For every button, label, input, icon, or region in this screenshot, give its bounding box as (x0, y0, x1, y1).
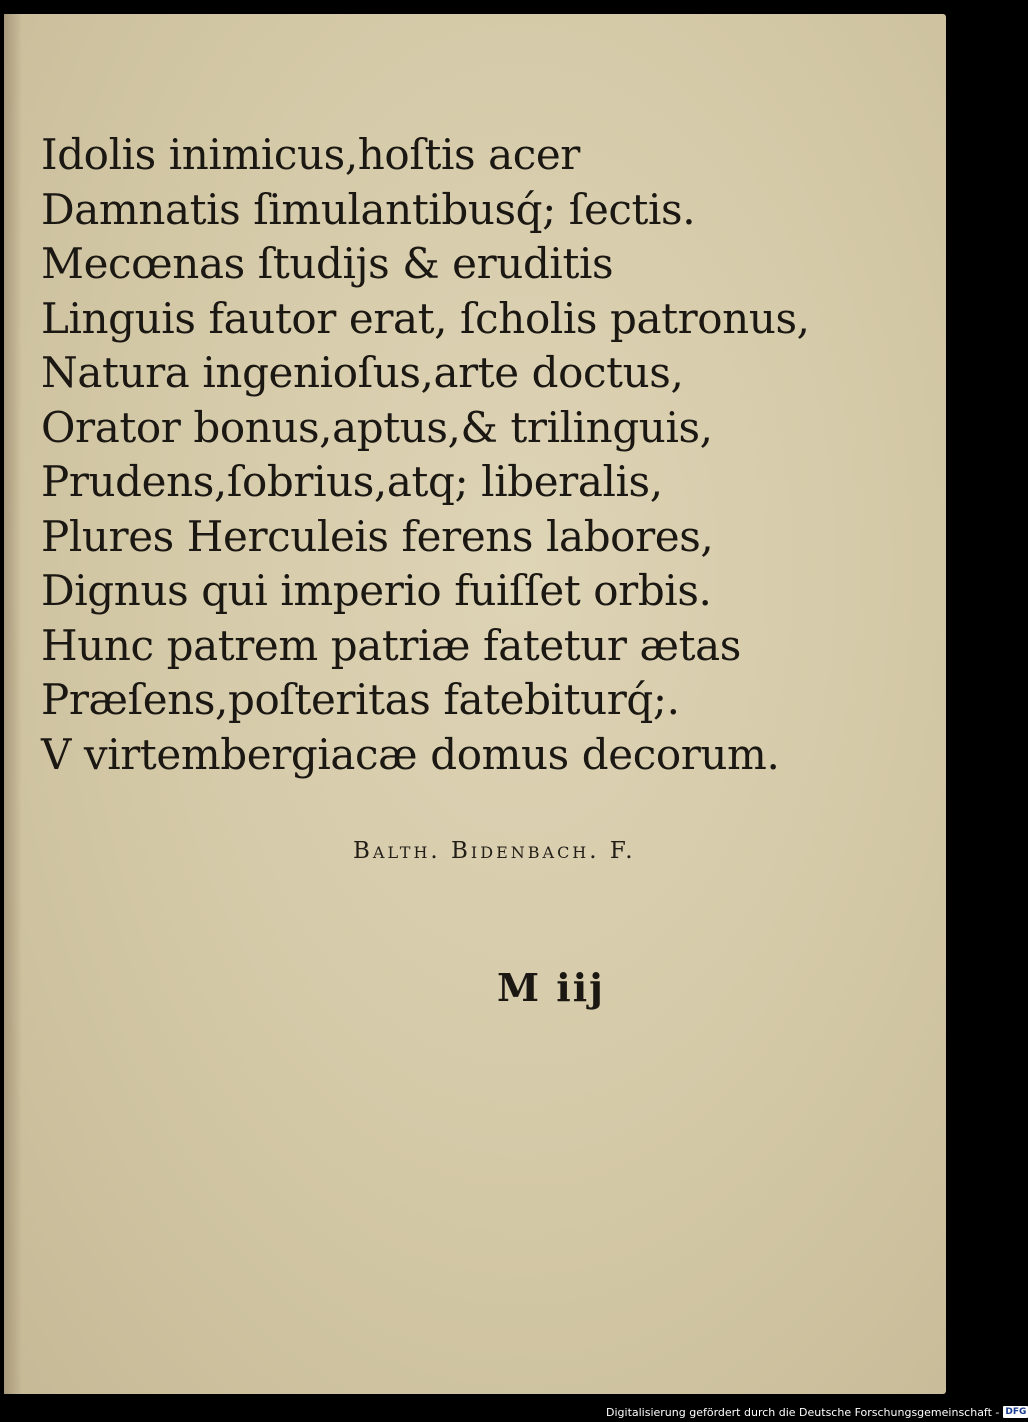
poem-line-7: Prudens,ſobrius,atq; liberalis, (41, 457, 663, 506)
author-signature: Balth. Bidenbach. F. (353, 838, 636, 864)
poem-line-9: Dignus qui imperio fuiſſet orbis. (41, 566, 712, 615)
dfg-logo-icon: DFG (1005, 1407, 1027, 1417)
poem (41, 128, 901, 782)
poem-line-4: Linguis fautor erat, ſcholis patronus, (41, 293, 810, 343)
poem-line-3: Mecœnas ſtudijs & eruditis (41, 239, 614, 288)
poem-line-12: V virtembergiacæ domus decorum. (41, 729, 780, 779)
printer-signature-mark: M iij (497, 965, 605, 1010)
page-gutter-shadow (4, 14, 22, 1394)
footer-credit: Digitalisierung gefördert durch die Deutsche Forschungsgemeinschaft - (606, 1405, 1000, 1419)
poem-line-5: Natura ingenioſus,arte doctus, (41, 348, 684, 397)
poem-line-11: Præſens,poſteritas fatebiturq́;. (41, 675, 680, 724)
poem-line-6: Orator bonus,aptus,& trilinguis, (41, 402, 713, 452)
digitization-footer (606, 1404, 1028, 1420)
poem-line-2: Damnatis ſimulantibusq́; ſectis. (41, 184, 696, 234)
poem-line-10: Hunc patrem patriæ fatetur ætas (41, 620, 741, 670)
poem-line-1: Idolis inimicus,hoſtis acer (41, 130, 580, 179)
poem-line-8: Plures Herculeis ferens labores, (41, 511, 714, 561)
